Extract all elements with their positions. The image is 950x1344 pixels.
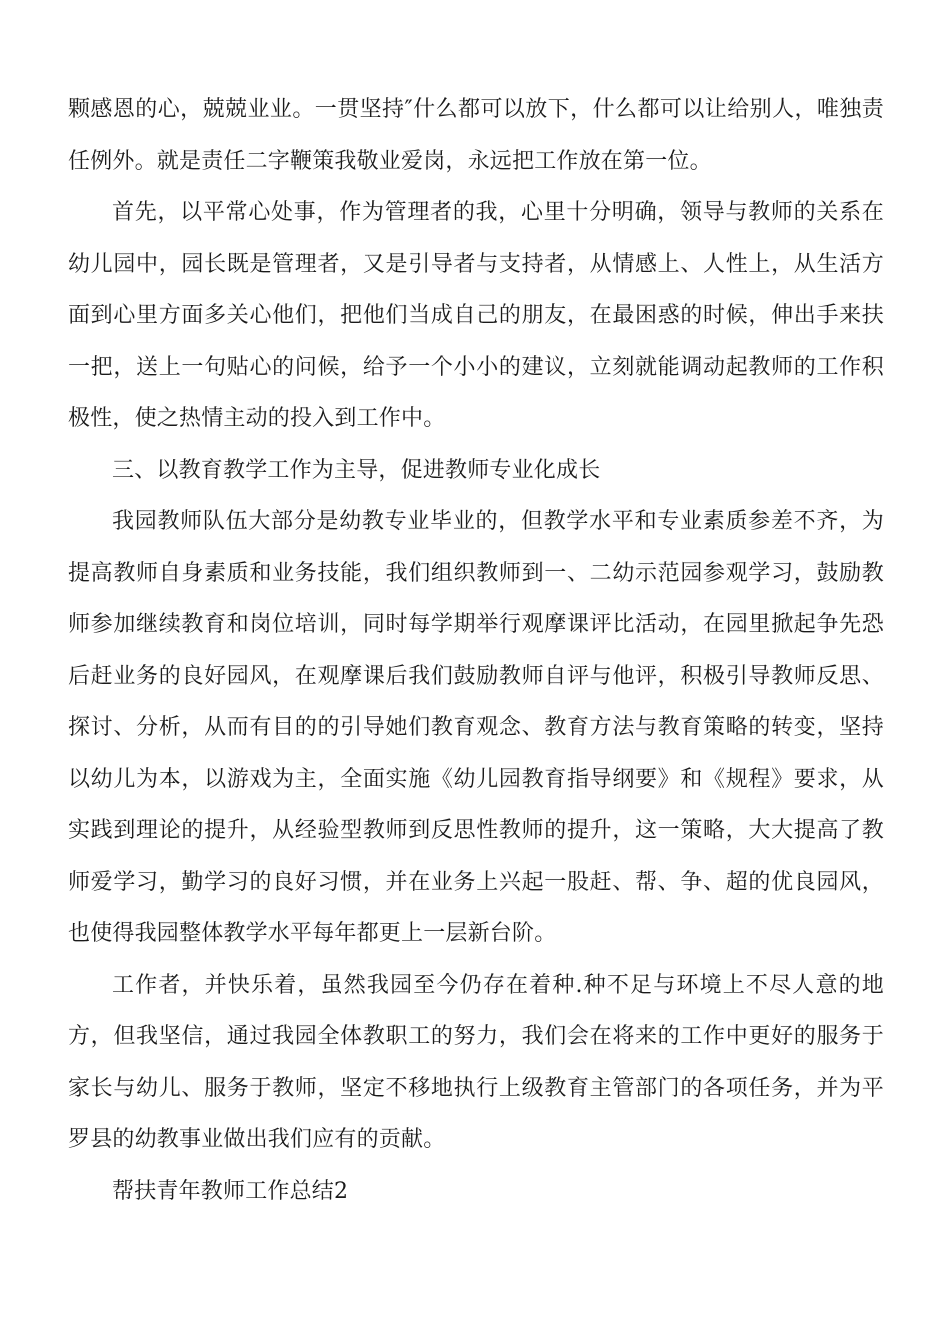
paragraph-teacher-development: 我园教师队伍大部分是幼教专业毕业的，但教学水平和专业素质参差不齐，为提高教师自身素质和业务技能，我们组织教师到一、二幼示范园参观学习，鼓励教师参加继续教育和岗位培训，同时每学期举行观摩课评比活动，在园里掀起争先恐后赶业务的良好园风，在观摩课后我们鼓励教师自评与他评，积极引导教师反思、探讨、分析，从而有目的的引导她们教育观念、教育方法与教育策略的转变，坚持以幼儿为本，以游戏为主，全面实施《幼儿园教育指导纲要》和《规程》要求，从实践到理论的提升，从经验型教师到反思性教师的提升，这一策略，大大提高了教师爱学习，勤学习的良好习惯，并在业务上兴起一股赶、帮、争、超的优良园风，也使得我园整体教学水平每年都更上一层新台阶。 bbox=[68, 509, 884, 946]
paragraph-conclusion: 工作者，并快乐着，虽然我园至今仍存在着种.种不足与环境上不尽人意的地方，但我坚信，通过我园全体教职工的努力，我们会在将来的工作中更好的服务于家长与幼儿、服务于教师，坚定不移地执行上级教育主管部门的各项任务，并为平罗县的幼教事业做出我们应有的贡献。 bbox=[68, 972, 884, 1152]
section-heading-teaching: 三、以教育教学工作为主导，促进教师专业化成长 bbox=[112, 457, 601, 483]
document-subtitle: 帮扶青年教师工作总结2 bbox=[112, 1178, 349, 1204]
paragraph-management-attitude: 首先，以平常心处事，作为管理者的我，心里十分明确，领导与教师的关系在幼儿园中，园长既是管理者，又是引导者与支持者，从情感上、人性上，从生活方面到心里方面多关心他们，把他们当成自己的朋友，在最困惑的时候，伸出手来扶一把，送上一句贴心的问候，给予一个小小的建议，立刻就能调动起教师的工作积极性，使之热情主动的投入到工作中。 bbox=[68, 200, 884, 431]
paragraph-gratitude-responsibility: 颗感恩的心，兢兢业业。一贯坚持″什么都可以放下，什么都可以让给别人，唯独责任例外。就是责任二字鞭策我敬业爱岗，永远把工作放在第一位。 bbox=[68, 97, 884, 174]
document-body bbox=[68, 84, 884, 1217]
